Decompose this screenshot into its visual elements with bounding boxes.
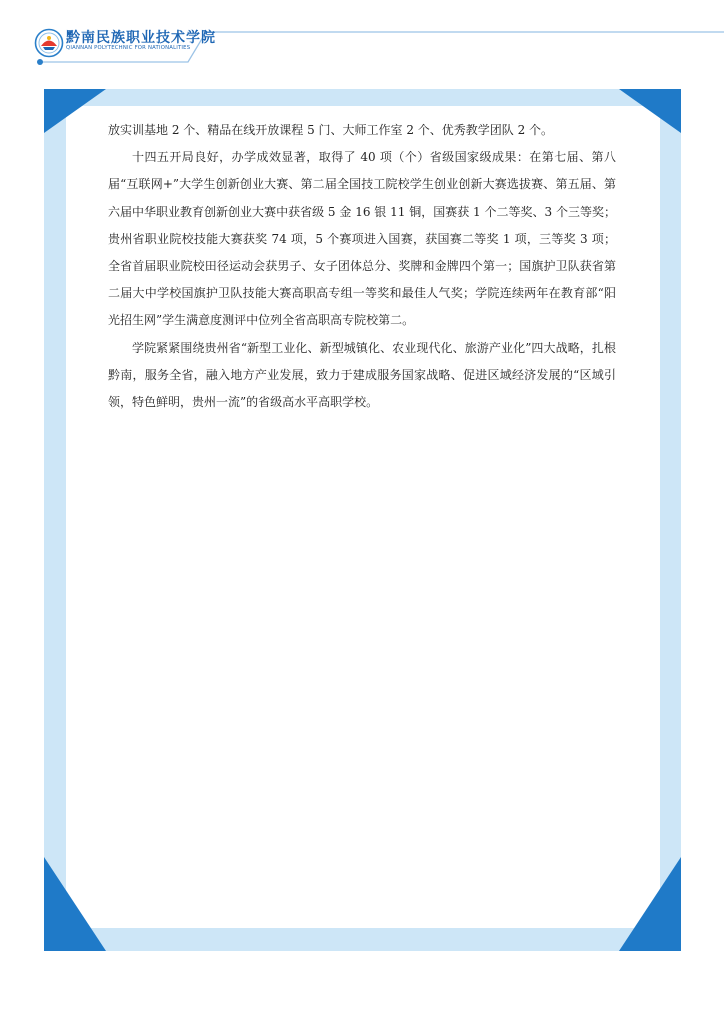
school-emblem-icon [34,28,64,58]
paragraph-continuation: 放实训基地 2 个、精品在线开放课程 5 门、大师工作室 2 个、优秀教学团队 2 个。 [108,123,554,137]
school-name-cn: 黔南民族职业技术学院 [66,30,216,46]
school-name-en: QIANNAN POLYTECHNIC FOR NATIONALITIES [66,45,191,51]
corner-top-left [44,89,106,133]
paragraph-strategy: 学院紧紧围绕贵州省“新型工业化、新型城镇化、农业现代化、旅游产业化”四大战略，扎根黔南，服务全省，融入地方产业发展，致力于建成服务国家战略、促进区域经济发展的“区域引领，特色鲜明，贵州一流”的省级高水平高职学校。 [108,340,616,410]
paragraph-achievements: 十四五开局良好，办学成效显著，取得了 40 项（个）省级国家级成果：在第七届、第八届“互联网+”大学生创新创业大赛、第二届全国技工院校学生创业创新大赛选拔赛、第五届、第六届中华职业教育创新创业大赛中获省级 5 金 16 银 11 铜，国赛获 1 个二等奖、3 个三等奖；贵州省职业院校技能大赛获奖 74 项，5 个赛项进入国赛，获国赛二等奖 1 项，三等奖 3 项；全省首届职业院校田径运动会获男子、女子团体总分、奖牌和金牌四个第一；国旗护卫队获省第二届大中学校国旗护卫队技能大赛高职高专组一等奖和最佳人气奖；学院连续两年在教育部“阳光招生网”学生满意度测评中位列全省高职高专院校第二。 [108,150,616,328]
corner-bottom-left [44,857,106,951]
body-text [108,117,616,416]
corner-top-right [619,89,681,133]
page-header [0,0,724,72]
corner-bottom-right [619,857,681,951]
